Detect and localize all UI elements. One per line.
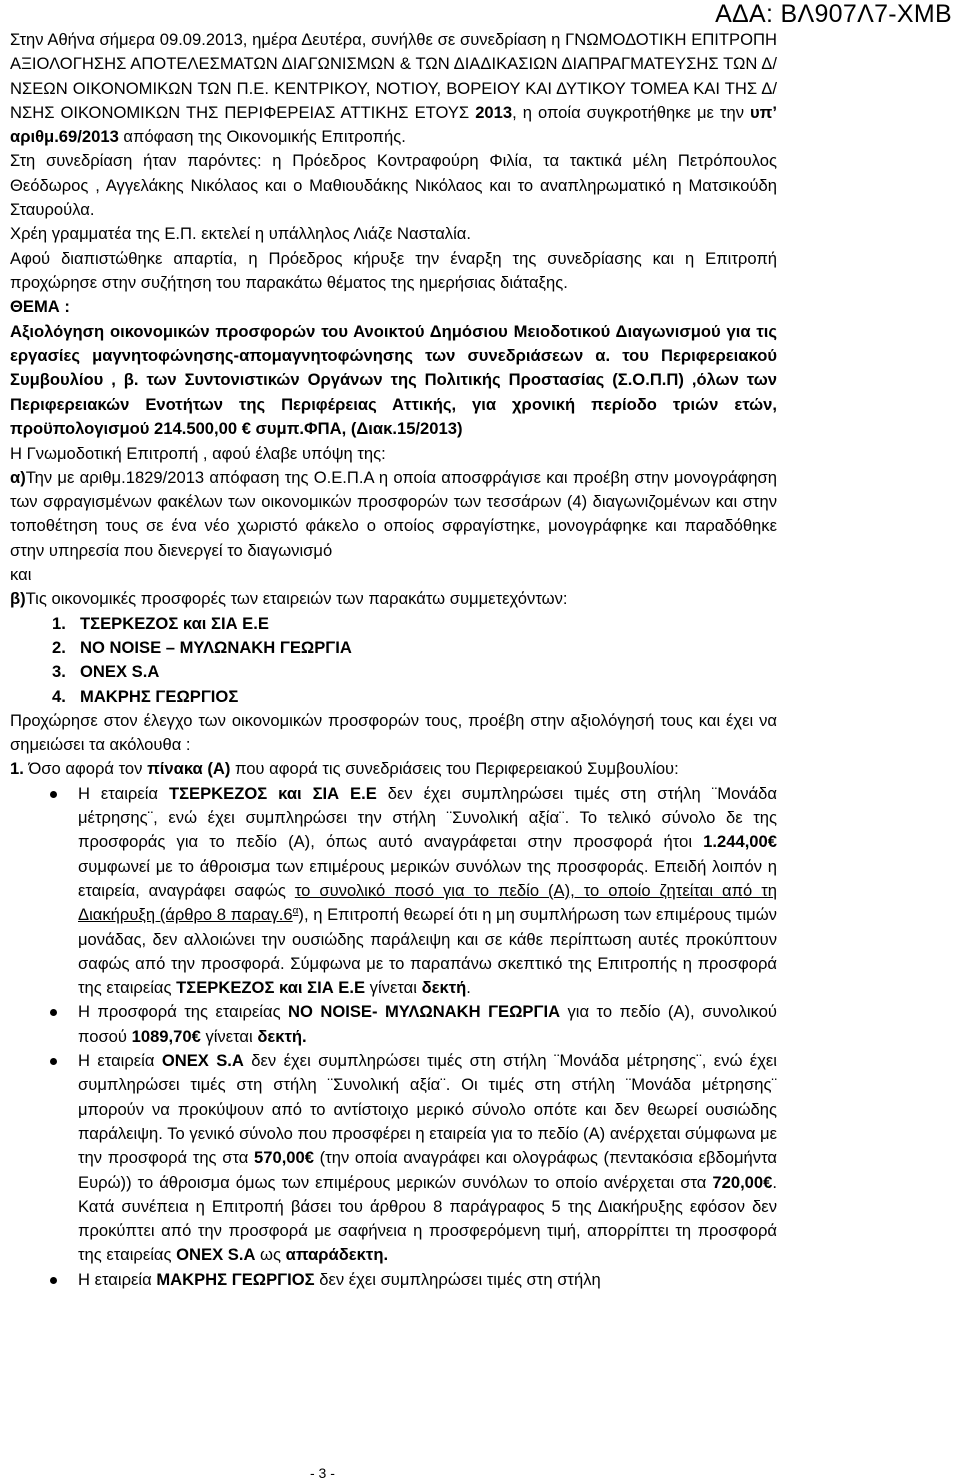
intro-year: 2013 [475, 102, 513, 122]
intro-text-2: , η οποία συγκροτήθηκε με την [512, 102, 751, 122]
participant-name: ΜΑΚΡΗΣ ΓΕΩΡΓΙΟΣ [80, 686, 239, 706]
amount: 1089,70€ [131, 1026, 201, 1046]
verdict: απαράδεκτη. [285, 1245, 389, 1265]
text: για το πεδίο (Α), συνολικού ποσού [78, 1002, 778, 1046]
item-a-label: α) [10, 467, 26, 487]
point-number: 1. [10, 759, 24, 779]
ada-code: ΑΔΑ: ΒΛ907Λ7-ΧΜΒ [715, 0, 952, 28]
list-item: 4. ΜΑΚΡΗΣ ΓΕΩΡΓΙΟΣ [10, 685, 777, 709]
verdict: δεκτή. [257, 1026, 307, 1046]
participants-list [10, 612, 777, 709]
verdict: δεκτή [421, 978, 467, 998]
text: Η εταιρεία [78, 1051, 162, 1071]
text: Η προσφορά της εταιρείας [78, 1002, 289, 1022]
item-a-text: Την με αριθμ.1829/2013 απόφαση της Ο.Ε.Π.Α η οποία αποσφράγισε και προέβη στην μονογράφηση των σφραγισμένων φακέλων των οικονομικών προσφορών των τεσσάρων (4) διαγωνιζομένων και στην τοποθέτηση τους σε ένα νέο χωριστό φάκελο ο οποίος σφραγίστηκε, μονογράφηκε και παραδόθηκε στην υπηρεσία που διενεργεί το διαγωνισμό [10, 467, 777, 560]
text: δεν έχει συμπληρώσει τιμές στη στήλη ¨Μονάδα μέτρησης¨, ενώ έχει συμπληρώσει τιμές στη στήλη ¨Συνολική αξία¨. Οι τιμές στη στήλη ¨Μονάδα μέτρησης¨ μπορούν να προκύψουν από το αντίστοιχο μερικό σύνολο οπότε και δεν θεωρεί ουσιώδης παράλειψη. Το γενικό σύνολο που προσφέρει η εταιρεία για το πεδίο (Α) ανέρχεται σύμφωνα με την προσφορά της στα [78, 1051, 777, 1168]
intro-text-3: απόφαση της Οικονομικής Επιτροπής. [118, 127, 406, 147]
bullet-icon [50, 1277, 57, 1284]
and-line: και [10, 565, 32, 585]
list-item [10, 1268, 777, 1292]
theme-label: ΘΕΜΑ : [10, 297, 70, 317]
document-body [10, 28, 777, 1292]
text: Η εταιρεία [78, 1269, 157, 1289]
text: Η εταιρεία [78, 783, 169, 803]
point-text: Όσο αφορά τον [23, 759, 148, 779]
company-name: ΜΑΚΡΗΣ ΓΕΩΡΓΙΟΣ [156, 1269, 315, 1289]
superscript: α [292, 905, 299, 917]
participant-name: ONEX S.A [80, 662, 160, 682]
page-number: - 3 - [310, 1465, 335, 1481]
amount: 720,00€ [712, 1172, 773, 1192]
text: γίνεται [200, 1026, 258, 1046]
list-item: 3. ONEX S.A [10, 660, 777, 684]
intro-paragraph [10, 28, 777, 149]
underlined-text: το συνολικό ποσό για το πεδίο (Α), το οποίο ζητείται από τη Διακήρυξη (άρθρο 8 παραγ.6 [78, 880, 778, 925]
proceed-paragraph: Προχώρησε στον έλεγχο των οικονομικών προσφορών τους, προέβη στην αξιολόγησή τους και έχει να σημειώσει τα ακόλουθα : [10, 710, 777, 755]
text: . [466, 978, 471, 998]
bullet-icon [50, 1009, 57, 1016]
company-name: ONEX S.A [161, 1051, 244, 1071]
bullet-icon [50, 1058, 57, 1065]
list-item: 2. NO NOISE – ΜΥΛΩΝΑΚΗ ΓΕΩΡΓΙΑ [10, 636, 777, 660]
company-name: NO NOISE- ΜΥΛΩΝΑΚΗ ΓΕΩΡΓΙΑ [288, 1002, 561, 1022]
participant-name: NO NOISE – ΜΥΛΩΝΑΚΗ ΓΕΩΡΓΙΑ [80, 637, 352, 657]
company-name: ONEX S.A [176, 1245, 256, 1265]
text: γίνεται [365, 978, 422, 998]
quorum-paragraph: Αφού διαπιστώθηκε απαρτία, η Πρόεδρος κήρυξε την έναρξη της συνεδρίασης και η Επιτροπή προχώρησε στην συζήτηση του παρακάτω θέματος της ημερήσιας διάταξης. [10, 248, 777, 292]
theme-text: Αξιολόγηση οικονομικών προσφορών του Ανοικτού Δημόσιου Μειοδοτικού Διαγωνισμού για τις εργασίες μαγνητοφώνησης-απομαγνητοφώνησης των συνεδριάσεων α. του Περιφερειακού Συμβουλίου , β. των Συντονιστικών Οργάνων της Πολιτικής Προστασίας (Σ.Ο.Π.Π) ,όλων των Περιφερειακών Ενοτήτων της Περιφέρειας Αττικής, για χρονική περίοδο τριών ετών, προϋπολογισμού 214.500,00 € συμπ.ΦΠΑ, (Διακ.15/2013) [10, 321, 777, 439]
participant-name: ΤΣΕΡΚΕΖΟΣ και ΣΙΑ Ε.Ε [80, 613, 269, 633]
text: δεν έχει συμπληρώσει τιμές στη στήλη ¨Μονάδα μέτρησης¨, ενώ έχει συμπληρώσει την στήλη ¨Συνολική αξία¨. Το τελικό σύνολο δε της προσφοράς για το πεδίο (Α), όπως αυτό αναγράφεται στην προσφορά ήτοι [78, 783, 777, 852]
text: ως [255, 1245, 286, 1265]
item-b-text: Τις οικονομικές προσφορές των εταιρειών των παρακάτω συμμετεχόντων: [25, 589, 568, 609]
company-name: ΤΣΕΡΚΕΖΟΣ και ΣΙΑ Ε.Ε [168, 783, 377, 803]
text: . Κατά συνέπεια η Επιτροπή βάσει του άρθρου 8 παράγραφος 5 της Διακήρυξης εφόσον δεν προκύπτει από την προσφορά με σαφήνεια η προσφερόμενη τιμή, απορρίπτει τη προσφορά της εταιρείας [78, 1172, 777, 1265]
decision-number: υπ’ αριθμ.69/2013 [10, 102, 777, 147]
evaluation-list [10, 782, 777, 1292]
company-name: ΤΣΕΡΚΕΖΟΣ και ΣΙΑ Ε.Ε [176, 978, 366, 998]
amount: 1.244,00€ [703, 832, 777, 852]
point-text-2: που αφορά τις συνεδριάσεις του Περιφερειακού Συμβουλίου: [230, 759, 679, 779]
item-b-label: β) [10, 589, 26, 609]
list-item [10, 1049, 777, 1268]
point-1 [10, 757, 777, 781]
list-item: 1. ΤΣΕΡΚΕΖΟΣ και ΣΙΑ Ε.Ε [10, 612, 777, 636]
item-b [10, 587, 777, 611]
table-ref: πίνακα (Α) [147, 759, 231, 779]
text: ), η Επιτροπή θεωρεί ότι η μη συμπλήρωση των επιμέρους τιμών μονάδας, δεν αλλοιώνει την ουσιώδης παράλειψη και σε κάθε περίπτωση αυτές προκύπτουν σαφώς από την προσφορά. Σύμφωνα με το παραπάνω σκεπτικό της Επιτροπής η προσφορά της εταιρείας [78, 905, 777, 998]
list-item [10, 782, 777, 1001]
attendance-paragraph: Στη συνεδρίαση ήταν παρόντες: η Πρόεδρος Κοντραφούρη Φιλία, τα τακτικά μέλη Πετρόπουλος Θεόδωρος , Αγγελάκης Νικόλαος και ο Μαθιουδάκης Νικόλαος και το αναπληρωματικό η Ματσικούδη Σταυρούλα. [10, 151, 777, 220]
text: (την οποία αναγράφει και ολογράφως (πεντακόσια εβδομήντα Ευρώ)) το άθροισμα όμως των επιμέρους μερικών συνόλων το οποίο ανέρχεται στα [78, 1148, 777, 1192]
amount: 570,00€ [254, 1148, 314, 1168]
bullet-icon [50, 791, 57, 798]
committee-line: Η Γνωμοδοτική Επιτροπή , αφού έλαβε υπόψη της: [10, 443, 386, 463]
intro-text: Στην Αθήνα σήμερα 09.09.2013, ημέρα Δευτέρα, συνήλθε σε συνεδρίαση η ΓΝΩΜΟΔΟΤΙΚΗ ΕΠΙΤΡΟΠΗ ΑΞΙΟΛΟΓΗΣΗΣ ΑΠΟΤΕΛΕΣΜΑΤΩΝ ΔΙΑΓΩΝΙΣΜΩΝ & ΤΩΝ ΔΙΑΔΙΚΑΣΙΩΝ ΔΙΑΠΡΑΓΜΑΤΕΥΣΗΣ ΤΩΝ Δ/ΝΣΕΩΝ ΟΙΚΟΝΟΜΙΚΩΝ ΤΩΝ Π.Ε. ΚΕΝΤΡΙΚΟΥ, ΝΟΤΙΟΥ, ΒΟΡΕΙΟΥ ΚΑΙ ΔΥΤΙΚΟΥ ΤΟΜΕΑ ΚΑΙ ΤΗΣ Δ/ΝΣΗΣ ΟΙΚΟΝΟΜΙΚΩΝ ΤΗΣ ΠΕΡΙΦΕΡΕΙΑΣ ΑΤΤΙΚΗΣ ΕΤΟΥΣ [10, 30, 777, 122]
text: συμφωνεί με το άθροισμα των επιμέρους μερικών συνόλων της προσφοράς. Επειδή λοιπόν η εταιρεία, αναγράφει σαφώς [78, 856, 777, 900]
secretary-paragraph: Χρέη γραμματέα της Ε.Π. εκτελεί η υπάλληλος Λιάζε Νασταλία. [10, 224, 471, 244]
list-item [10, 1000, 777, 1049]
item-a [10, 466, 777, 563]
text: δεν έχει συμπληρώσει τιμές στη στήλη [314, 1269, 601, 1289]
